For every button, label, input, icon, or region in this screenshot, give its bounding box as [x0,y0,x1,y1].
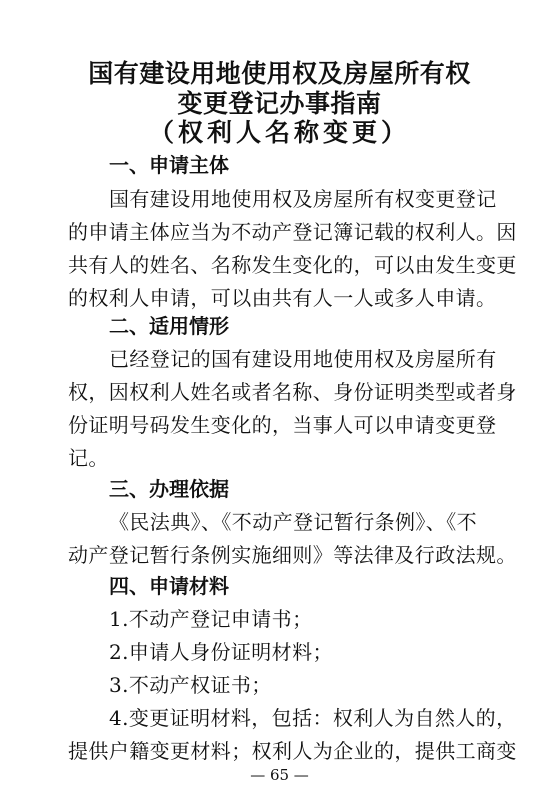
list-item: 3.不动产权证书； [109,673,272,697]
page-number: — 65 — [250,766,309,784]
paragraph-line: 国有建设用地使用权及房屋所有权变更登记 [109,187,497,211]
list-item: 2.申请人身份证明材料； [109,640,333,664]
paragraph-line: 提供户籍变更材料；权利人为企业的，提供工商变 [68,739,517,763]
document-title-line-2: 变更登记办事指南 [177,89,382,118]
section-heading-materials: 四、申请材料 [109,574,229,598]
paragraph-line: 权，因权利人姓名或者名称、身份证明类型或者身 [68,380,517,404]
list-item: 4.变更证明材料，包括：权利人为自然人的， [109,706,517,730]
paragraph-line: 《民法典》、《不动产登记暂行条例》、《不 [109,510,477,534]
paragraph-line: 共有人的姓名、名称发生变化的，可以由发生变更 [68,253,517,277]
section-heading-applicant: 一、申请主体 [109,153,229,177]
list-item: 1.不动产登记申请书； [109,607,313,631]
section-heading-scope: 二、适用情形 [109,314,229,338]
paragraph-line: 的权利人申请，可以由共有人一人或多人申请。 [68,286,497,310]
paragraph-line: 份证明号码发生变化的，当事人可以申请变更登 [68,413,497,437]
paragraph-line: 的申请主体应当为不动产登记簿记载的权利人。因 [68,220,517,244]
paragraph-line: 动产登记暂行条例实施细则》等法律及行政法规。 [68,543,517,567]
paragraph-line: 已经登记的国有建设用地使用权及房屋所有 [109,347,497,371]
section-heading-basis: 三、办理依据 [109,477,229,501]
paragraph-line: 记。 [68,446,109,470]
document-title-line-1: 国有建设用地使用权及房屋所有权 [88,59,471,88]
document-subtitle: （权利人名称变更） [148,118,410,147]
